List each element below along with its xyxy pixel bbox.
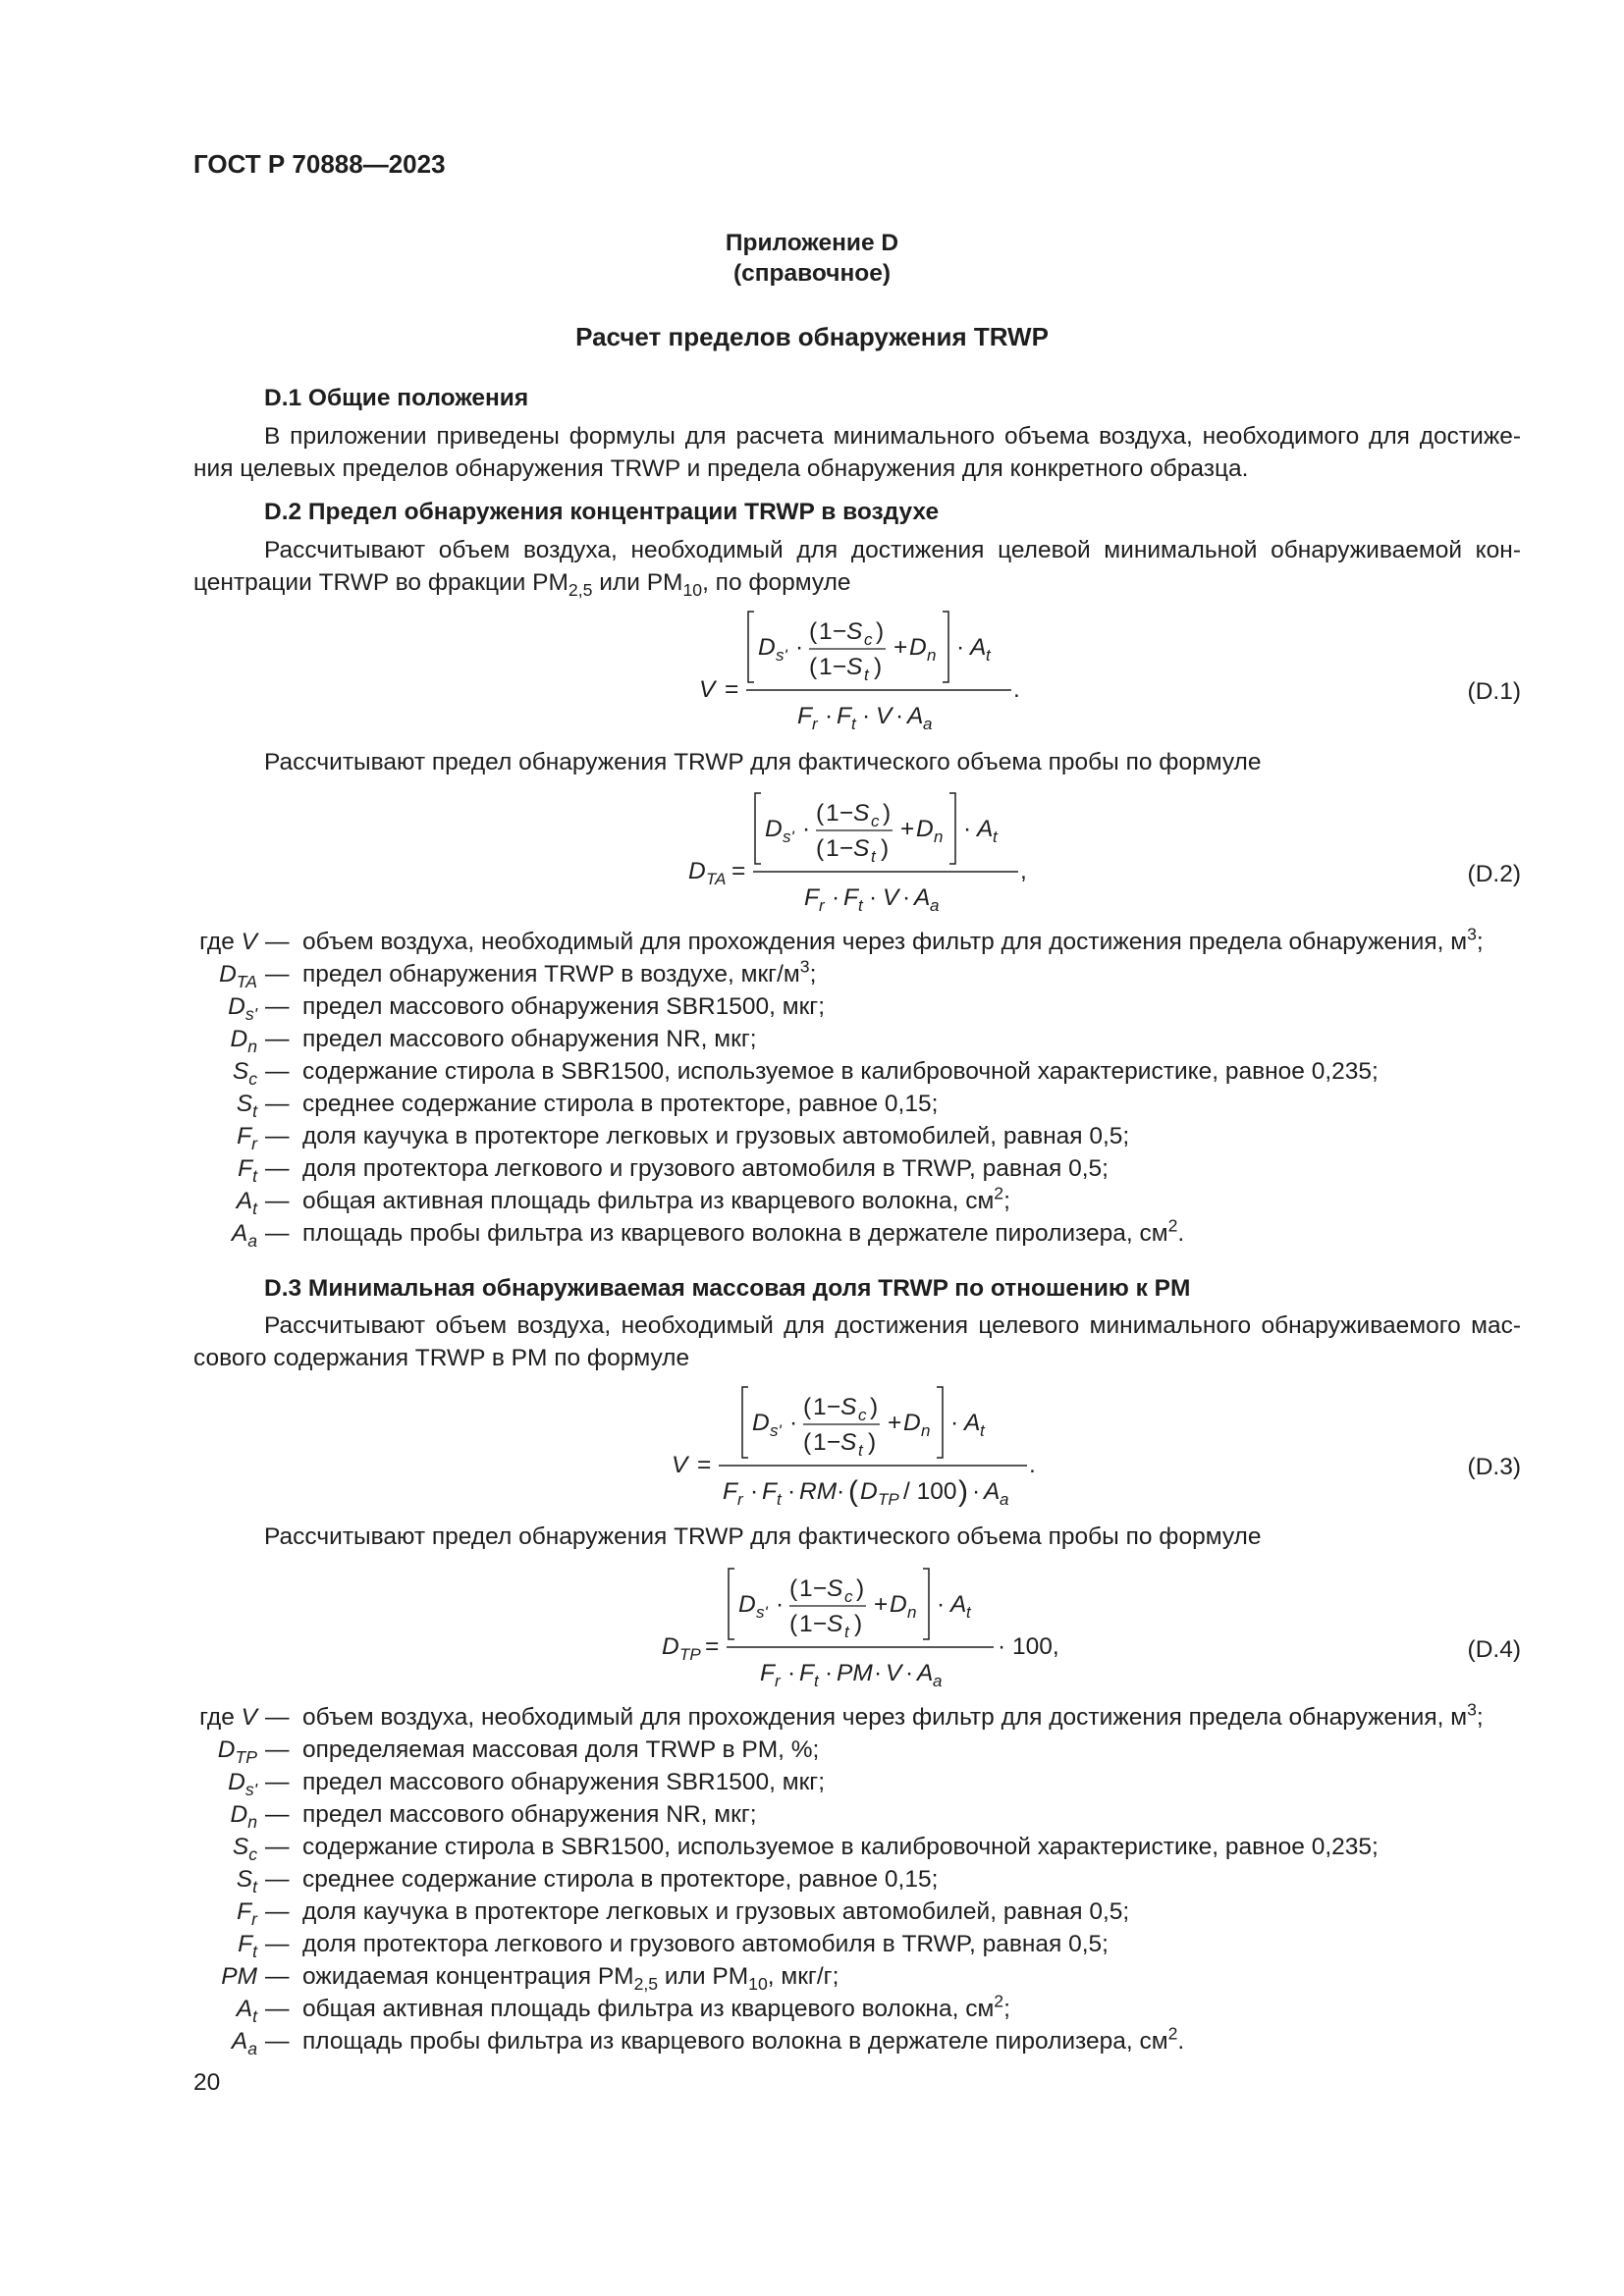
svg-text:=: = [705,1633,720,1660]
svg-text:=: = [697,1452,712,1478]
definition-text: доля каучука в протекторе легковых и грузовых автомобилей, равная 0,5; [302,1898,1130,1925]
svg-text:S: S [846,618,863,645]
definition-text: определяемая массовая доля TRWP в PM, %; [302,1736,820,1763]
definition-text: объем воздуха, необходимый для прохождения через фильтр для достижения предела обнаружения, $м^3$; [302,1699,1484,1731]
svg-text:t: t [966,1603,971,1622]
definition-text: ожидаемая концентрация $PM_{2,5}$ или $PM_{10}$, мкг/г; [302,1963,839,1995]
svg-text:n: n [907,1603,917,1622]
svg-text:): ) [883,800,892,827]
definition-symbol: где V [199,929,257,955]
definition-row [0,1217,1624,1250]
svg-text:F: F [804,884,819,911]
svg-text:r: r [737,1490,743,1509]
svg-text:r: r [819,896,825,913]
section-d1-heading: D.1 Общие положения [264,385,529,411]
svg-text:V: V [883,884,899,911]
definition-row [0,1152,1624,1185]
definition-dash: — [265,1996,290,2022]
definition-dash: — [265,1736,290,1763]
svg-text:·: · [795,634,804,661]
definition-row [0,990,1624,1023]
definition-row [0,1798,1624,1831]
definition-symbol: $D_{s'}$ [228,993,257,1025]
definition-text: площадь пробы фильтра из кварцевого волокна в держателе пиролизера, $см^2$. [302,2023,1185,2055]
svg-text:−: − [833,654,847,680]
svg-text:1: 1 [799,1611,813,1637]
definition-text: доля протектора легкового и грузового автомобиля в TRWP, равная 0,5; [302,1155,1109,1182]
definition-row [0,1055,1624,1088]
svg-text:t: t [993,828,998,846]
section-d2-mid-text: Рассчитывают предел обнаружения TRWP для фактического объема пробы по формуле [264,749,1262,775]
svg-text:c: c [858,1406,867,1424]
svg-text:· 100,: · 100, [998,1633,1059,1660]
where-word: где [199,1704,235,1731]
svg-text:·: · [902,884,911,911]
svg-text:S: S [853,835,870,862]
definition-dash: — [265,1801,290,1828]
svg-text:·: · [750,1478,759,1505]
definition-row [0,958,1624,990]
definition-symbol: $D_{s'}$ [228,1769,257,1800]
svg-text:F: F [837,703,851,729]
svg-text:D: D [662,1633,679,1660]
svg-text:1: 1 [813,1394,827,1420]
section-d2-intro: Рассчитывают объем воздуха, необходимый для достижения целевой минимальной обнаруживаемой кон-центрации TRWP во фракции $PM_{2,5}$ или $PM_{10}$, по формуле [193,537,1521,601]
definition-dash: — [265,1834,290,1860]
svg-text:·: · [869,884,878,911]
definition-row [0,1896,1624,1928]
svg-text:1: 1 [819,654,833,680]
svg-text:−: − [833,618,847,645]
definition-dash: — [265,1898,290,1925]
svg-text:): ) [854,1611,863,1637]
svg-text:t: t [871,847,876,866]
section-d1-text: В приложении приведены формулы для расчета минимального объема воздуха, необходимого для достиже-ния целевых пределов обнаружения TRWP и предела обнаружения для конкретного образца. [193,423,1521,482]
definition-text: предел массового обнаружения SBR1500, мкг; [302,993,826,1020]
svg-text:1: 1 [826,835,839,862]
svg-text:D: D [903,1410,921,1436]
svg-text:V: V [672,1452,688,1478]
definition-row [0,1928,1624,1960]
svg-text:.: . [1013,676,1020,703]
section-d3-heading: D.3 Минимальная обнаруживаемая массовая доля TRWP по отношению к PM [264,1275,1191,1302]
svg-text:V: V [886,1660,902,1686]
definition-text: объем воздуха, необходимый для прохождения через фильтр для достижения предела обнаружения, $м^3$; [302,924,1484,955]
definition-text: доля каучука в протекторе легковых и грузовых автомобилей, равная 0,5; [302,1123,1130,1149]
document-id: ГОСТ Р 70888—2023 [193,149,446,179]
svg-text:a: a [923,715,933,731]
appendix-type: (справочное) [732,260,892,287]
svg-text:(: ( [809,654,818,680]
svg-text:r: r [775,1672,781,1688]
svg-text:·: · [837,1478,845,1505]
definition-row [0,1023,1624,1055]
svg-text:F: F [843,884,858,911]
definition-row [0,1088,1624,1120]
definition-dash: — [265,1026,290,1052]
svg-text:t: t [777,1490,782,1509]
svg-text:+: + [900,816,915,842]
svg-text:A: A [970,634,987,661]
svg-text:): ) [856,1575,865,1602]
definition-row [0,1960,1624,1993]
svg-text:S: S [827,1575,843,1602]
definition-dash: — [265,1220,290,1247]
definition-symbol: $A_t$ [236,1996,257,2027]
svg-text:·: · [789,1410,798,1436]
svg-text:t: t [851,715,856,731]
formula-d2 [682,785,1056,913]
svg-text:−: − [839,800,854,827]
svg-text:−: − [813,1611,828,1637]
svg-text:TP: TP [679,1645,701,1664]
svg-text:): ) [958,1475,968,1508]
svg-text:F: F [723,1478,737,1505]
svg-text:): ) [874,654,883,680]
svg-text:1: 1 [813,1429,827,1456]
svg-text:S: S [853,800,870,827]
svg-text:t: t [980,1421,985,1440]
svg-text:S: S [827,1611,843,1637]
svg-text:·: · [972,1478,981,1505]
svg-text:a: a [930,896,940,913]
definition-row [0,1993,1624,2025]
svg-text:D: D [916,816,934,842]
definition-symbol: $A_a$ [231,2028,257,2059]
page-number: 20 [193,2069,221,2096]
svg-text:S: S [846,654,863,680]
svg-text:·: · [950,1410,959,1436]
svg-text:,: , [1020,858,1027,884]
svg-text:s': s' [776,646,787,665]
svg-text:(: ( [848,1475,858,1508]
svg-text:): ) [868,1429,877,1456]
appendix-heading: Расчет пределов обнаружения TRWP [575,322,1049,351]
definition-text: общая активная площадь фильтра из кварцевого волокна, $см^2$; [302,1991,1010,2022]
section-d3-mid-text: Рассчитывают предел обнаружения TRWP для фактического объема пробы по формуле [264,1523,1262,1550]
section-d2-heading: D.2 Предел обнаружения концентрации TRWP в воздухе [264,499,940,525]
svg-text:·: · [787,1660,796,1686]
definition-symbol: $A_t$ [236,1188,257,1219]
svg-text:D: D [752,1410,770,1436]
definition-symbol: $F_t$ [238,1931,257,1962]
definition-row [0,1701,1624,1734]
definition-text: среднее содержание стирола в протекторе, равное 0,15; [302,1866,939,1893]
definition-symbol: $F_r$ [237,1898,257,1930]
definition-dash: — [265,1769,290,1795]
svg-text:r: r [812,715,818,731]
svg-text:·: · [825,1660,834,1686]
svg-text:.: . [1029,1452,1036,1478]
svg-text:A: A [917,1660,934,1686]
svg-text:V: V [876,703,893,729]
svg-text:(: ( [816,835,825,862]
svg-text:c: c [864,630,873,649]
svg-text:): ) [876,618,885,645]
definition-symbol: $S_c$ [232,1834,257,1865]
definition-symbol: $F_t$ [238,1155,257,1187]
definition-dash: — [265,1931,290,1957]
definition-dash: — [265,993,290,1020]
svg-text:t: t [864,666,869,684]
svg-text:−: − [827,1394,841,1420]
definition-text: доля протектора легкового и грузового автомобиля в TRWP, равная 0,5; [302,1931,1109,1957]
svg-text:c: c [844,1587,853,1606]
svg-text:F: F [762,1478,777,1505]
svg-text:TP: TP [878,1490,899,1509]
svg-text:t: t [814,1672,819,1688]
definition-row [0,1766,1624,1798]
svg-text:(: ( [809,618,818,645]
definition-dash: — [265,1155,290,1182]
equation-label-d3: (D.3) [1467,1454,1521,1480]
svg-text:n: n [934,828,944,846]
svg-text:+: + [888,1410,902,1436]
svg-text:·: · [832,884,840,911]
definition-row [0,1120,1624,1152]
definition-text: площадь пробы фильтра из кварцевого волокна в держателе пиролизера, $см^2$. [302,1215,1185,1247]
svg-text:D: D [860,1478,878,1505]
svg-text:RM: RM [799,1478,838,1505]
definition-text: содержание стирола в SBR1500, используемое в калибровочной характеристике, равное 0,235; [302,1058,1379,1085]
definition-symbol: $D_{TP}$ [217,1736,257,1768]
formula-d1 [687,604,1041,731]
svg-text:t: t [986,646,991,665]
svg-text:(: ( [816,800,825,827]
svg-text:S: S [840,1429,857,1456]
definition-text: предел обнаружения TRWP в воздухе, мкг/$м^3$; [302,956,817,988]
section-d3-intro: Рассчитывают объем воздуха, необходимый для достижения целевого минимального обнаруживаемого мас-сового содержания TRWP в PM по формуле [193,1312,1521,1371]
svg-text:V: V [699,676,716,703]
svg-text:=: = [725,676,739,703]
svg-text:A: A [914,884,931,911]
svg-text:·: · [825,703,834,729]
svg-text:n: n [927,646,937,665]
definition-text: среднее содержание стирола в протекторе, равное 0,15; [302,1091,939,1117]
definitions-d2 [0,926,1624,1259]
definition-dash: — [265,961,290,988]
where-word: где [199,929,235,955]
svg-text:A: A [950,1591,967,1618]
svg-text:S: S [840,1394,857,1420]
definition-symbol: $D_n$ [230,1801,257,1833]
definition-dash: — [265,929,290,955]
definition-symbol: $D_{TA}$ [219,961,257,992]
definition-row [0,2025,1624,2057]
definition-symbol: $S_t$ [236,1091,257,1122]
equation-label-d2: (D.2) [1467,861,1521,887]
svg-text:D: D [765,816,783,842]
svg-text:·: · [937,1591,946,1618]
definition-text: общая активная площадь фильтра из кварцевого волокна, $см^2$; [302,1183,1010,1214]
svg-text:1: 1 [826,800,839,827]
definition-dash: — [265,1091,290,1117]
formula-d4 [656,1561,1068,1688]
definition-row [0,1831,1624,1863]
svg-text:F: F [797,703,812,729]
definition-dash: — [265,1188,290,1214]
svg-text:F: F [760,1660,775,1686]
definition-symbol: $A_a$ [231,1220,257,1252]
svg-text:A: A [984,1478,1001,1505]
svg-text:(: ( [789,1611,798,1637]
svg-text:TA: TA [706,870,727,888]
definition-symbol: $D_n$ [230,1026,257,1057]
svg-text:a: a [933,1672,943,1688]
svg-text:a: a [1000,1490,1009,1509]
svg-text:+: + [874,1591,889,1618]
svg-text:−: − [827,1429,841,1456]
svg-text:+: + [893,634,908,661]
svg-text:=: = [731,858,746,884]
svg-text:1: 1 [799,1575,813,1602]
svg-text:D: D [909,634,927,661]
appendix-title: Приложение D [725,230,899,256]
svg-text:·: · [787,1478,796,1505]
svg-text:−: − [839,835,854,862]
svg-text:·: · [862,703,871,729]
definition-symbol: где V [199,1704,257,1731]
svg-text:s': s' [783,828,794,846]
svg-text:t: t [844,1623,849,1641]
definition-dash: — [265,1866,290,1893]
svg-text:n: n [921,1421,931,1440]
svg-text:A: A [907,703,924,729]
svg-text:D: D [738,1591,756,1618]
definition-row [0,926,1624,958]
equation-label-d4: (D.4) [1467,1636,1521,1663]
svg-text:t: t [858,896,863,913]
svg-text:(: ( [803,1429,812,1456]
svg-text:D: D [758,634,776,661]
svg-text:A: A [964,1410,981,1436]
svg-text:D: D [688,858,706,884]
svg-text:−: − [813,1575,828,1602]
definition-row [0,1863,1624,1896]
svg-text:t: t [858,1441,863,1460]
definition-dash: — [265,1123,290,1149]
svg-text:F: F [799,1660,814,1686]
definition-symbol: $S_c$ [232,1058,257,1090]
definitions-d3 [0,1701,1624,2064]
definition-symbol: PM [221,1963,257,1990]
definition-dash: — [265,1058,290,1085]
svg-text:·: · [802,816,811,842]
svg-text:PM: PM [837,1660,873,1686]
svg-text:·: · [956,634,965,661]
svg-text:(: ( [789,1575,798,1602]
equation-label-d1: (D.1) [1467,678,1521,705]
definition-dash: — [265,2028,290,2055]
formula-d3 [668,1379,1060,1512]
definition-row [0,1185,1624,1217]
definition-row [0,1734,1624,1766]
svg-text:s': s' [770,1421,782,1440]
definition-text: содержание стирола в SBR1500, используемое в калибровочной характеристике, равное 0,235; [302,1834,1379,1860]
definition-text: предел массового обнаружения SBR1500, мкг; [302,1769,826,1795]
definition-dash: — [265,1963,290,1990]
definition-text: предел массового обнаружения NR, мкг; [302,1026,757,1052]
svg-text:/ 100: / 100 [903,1478,957,1505]
svg-text:s': s' [756,1603,768,1622]
svg-text:): ) [870,1394,879,1420]
svg-text:·: · [776,1591,785,1618]
definition-symbol: $F_r$ [237,1123,257,1154]
definition-symbol: $S_t$ [236,1866,257,1897]
svg-text:·: · [905,1660,914,1686]
svg-text:·: · [963,816,972,842]
svg-text:(: ( [803,1394,812,1420]
definition-dash: — [265,1704,290,1731]
svg-text:1: 1 [819,618,833,645]
svg-text:): ) [881,835,890,862]
svg-text:·: · [874,1660,883,1686]
svg-text:D: D [890,1591,907,1618]
definition-text: предел массового обнаружения NR, мкг; [302,1801,757,1828]
svg-text:A: A [977,816,994,842]
svg-text:c: c [871,812,880,830]
svg-text:·: · [895,703,904,729]
